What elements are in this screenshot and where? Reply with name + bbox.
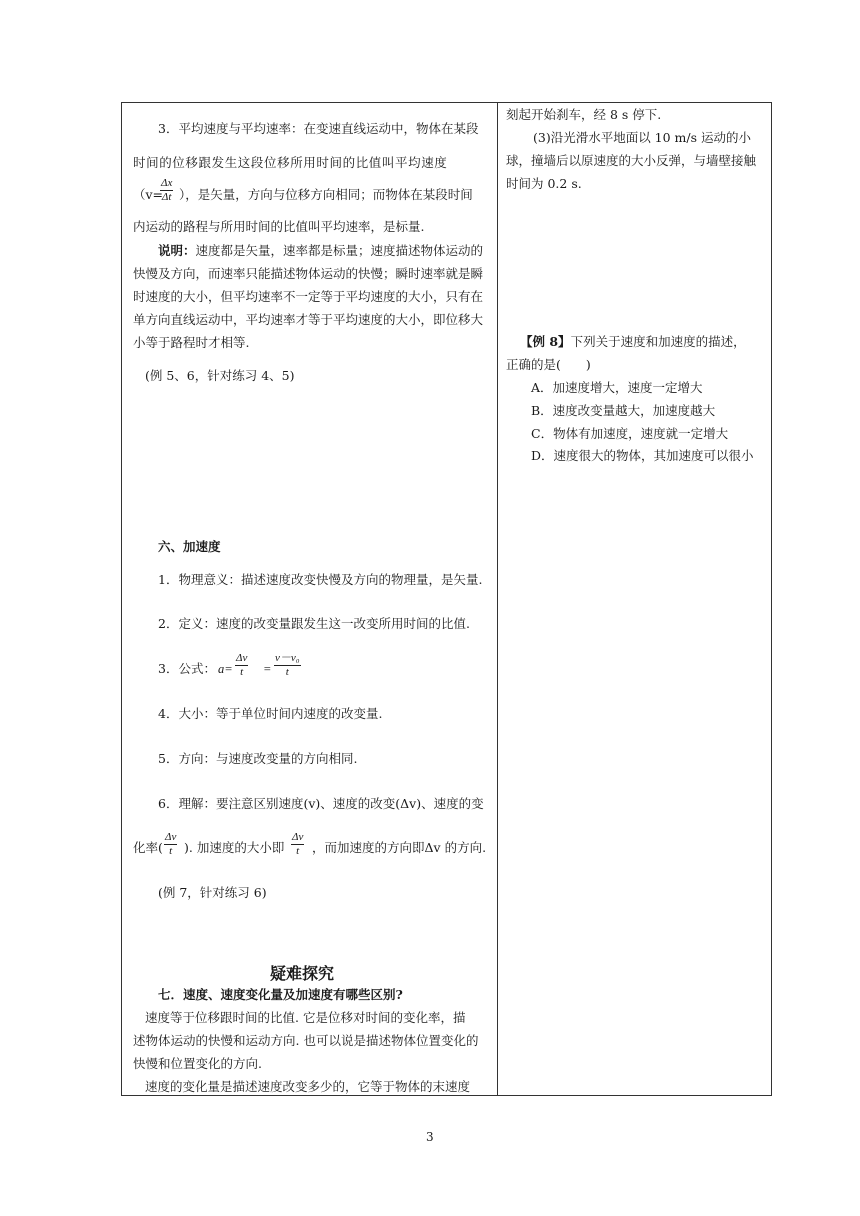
fraction-numerator: Δv	[292, 831, 304, 843]
formula-equals: =	[263, 662, 272, 676]
avg-speed-line-1: 3．平均速度与平均速率：在变速直线运动中，物体在某段	[158, 121, 479, 136]
column-divider	[497, 102, 498, 1096]
right-line-4: 时间为 0.2 s.	[506, 176, 582, 191]
accel-item-6-line-2b: ). 加速度的大小即	[184, 840, 285, 855]
formula-fraction-2	[274, 652, 301, 679]
section-6-title: 六、加速度	[158, 539, 221, 554]
page-number: 3	[426, 1130, 434, 1144]
accel-item-6-line-2a: 化率(	[133, 840, 163, 855]
avg-speed-line-3b: ），是矢量，方向与位移方向相同；而物体在某段时间	[179, 187, 473, 202]
formula-a: a=	[218, 662, 233, 676]
note-text-1: 速度都是矢量，速率都是标量；速度描述物体运动的	[195, 243, 484, 258]
option-d: D．速度很大的物体，其加速度可以很小	[531, 448, 754, 463]
fraction-numerator: Δv	[165, 831, 177, 843]
fraction-denominator: t	[240, 666, 244, 678]
option-b: B．速度改变量越大，加速度越大	[531, 403, 716, 418]
accel-item-2: 2．定义：速度的改变量跟发生这一改变所用时间的比值.	[158, 616, 470, 631]
sec7-line-2: 述物体运动的快慢和运动方向. 也可以说是描述物体位置变化的	[133, 1033, 479, 1048]
avg-velocity-fraction	[160, 177, 173, 204]
note-line-2: 快慢及方向，而速率只能描述物体运动的快慢；瞬时速率就是瞬	[133, 266, 484, 281]
right-line-1: 刻起开始刹车，经 8 s 停下.	[506, 107, 662, 122]
note-line-3: 时速度的大小，但平均速率不一定等于平均速度的大小，只有在	[133, 289, 484, 304]
accel-item-1: 1．物理意义：描述速度改变快慢及方向的物理量，是矢量.	[158, 572, 483, 587]
right-line-3: 球，撞墙后以原速度的大小反弹，与墙壁接触	[506, 153, 757, 168]
magnitude-fraction	[291, 831, 304, 858]
fraction-denominator: Δt	[161, 191, 172, 203]
avg-speed-line-2: 时间的位移跟发生这段位移所用时间的比值叫平均速度	[133, 155, 448, 170]
example-8-label: 【例 8】	[520, 334, 571, 349]
accel-item-4: 4．大小：等于单位时间内速度的改变量.	[158, 706, 383, 721]
fraction-numerator: v－v₀	[275, 652, 300, 664]
option-c: C．物体有加速度，速度就一定增大	[531, 426, 729, 441]
section-heading: 疑难探究	[270, 964, 335, 983]
example-8-question: 下列关于速度和加速度的描述，	[570, 334, 746, 349]
fraction-denominator: t	[285, 666, 289, 678]
fraction-numerator: Δv	[236, 652, 248, 664]
accel-item-6-line-1: 6．理解：要注意区别速度(v)、速度的改变(Δv)、速度的变	[158, 796, 484, 811]
accel-item-5: 5．方向：与速度改变量的方向相同.	[158, 751, 358, 766]
right-line-2: (3)沿光滑水平地面以 10 m/s 运动的小	[533, 130, 752, 145]
fraction-denominator: t	[296, 845, 300, 857]
accel-item-6-line-2c: ，而加速度的方向即Δv 的方向.	[312, 840, 487, 855]
option-a: A．加速度增大，速度一定增大	[531, 380, 703, 395]
avg-speed-line-4: 内运动的路程与所用时间的比值叫平均速率，是标量.	[133, 219, 425, 234]
section-7-title: 七．速度、速度变化量及加速度有哪些区别?	[158, 987, 403, 1002]
sec7-line-3: 快慢和位置变化的方向.	[133, 1056, 262, 1071]
fraction-denominator: t	[169, 845, 173, 857]
example-8-line-1	[520, 333, 746, 351]
note-label: 说明：	[158, 243, 196, 258]
accel-item-3: 3．公式：	[158, 661, 216, 676]
note-line-4: 单方向直线运动中，平均速率才等于平均速度的大小，即位移大	[133, 312, 484, 327]
example-8-line-2: 正确的是( )	[506, 357, 591, 372]
sec7-line-1: 速度等于位移跟时间的比值. 它是位移对时间的变化率，描	[145, 1010, 466, 1025]
exercise-ref-2: (例 7，针对练习 6)	[158, 885, 267, 900]
avg-speed-line-3a: （v=	[133, 187, 164, 202]
rate-fraction	[164, 831, 177, 858]
sec7-line-4: 速度的变化量是描述速度改变多少的，它等于物体的末速度	[145, 1079, 471, 1094]
fraction-numerator: Δx	[161, 177, 173, 189]
note-line-5: 小等于路程时才相等.	[133, 335, 250, 350]
exercise-ref-1: (例 5、6，针对练习 4、5)	[145, 368, 295, 383]
formula-fraction-1	[235, 652, 248, 679]
note-line-1	[158, 242, 483, 260]
